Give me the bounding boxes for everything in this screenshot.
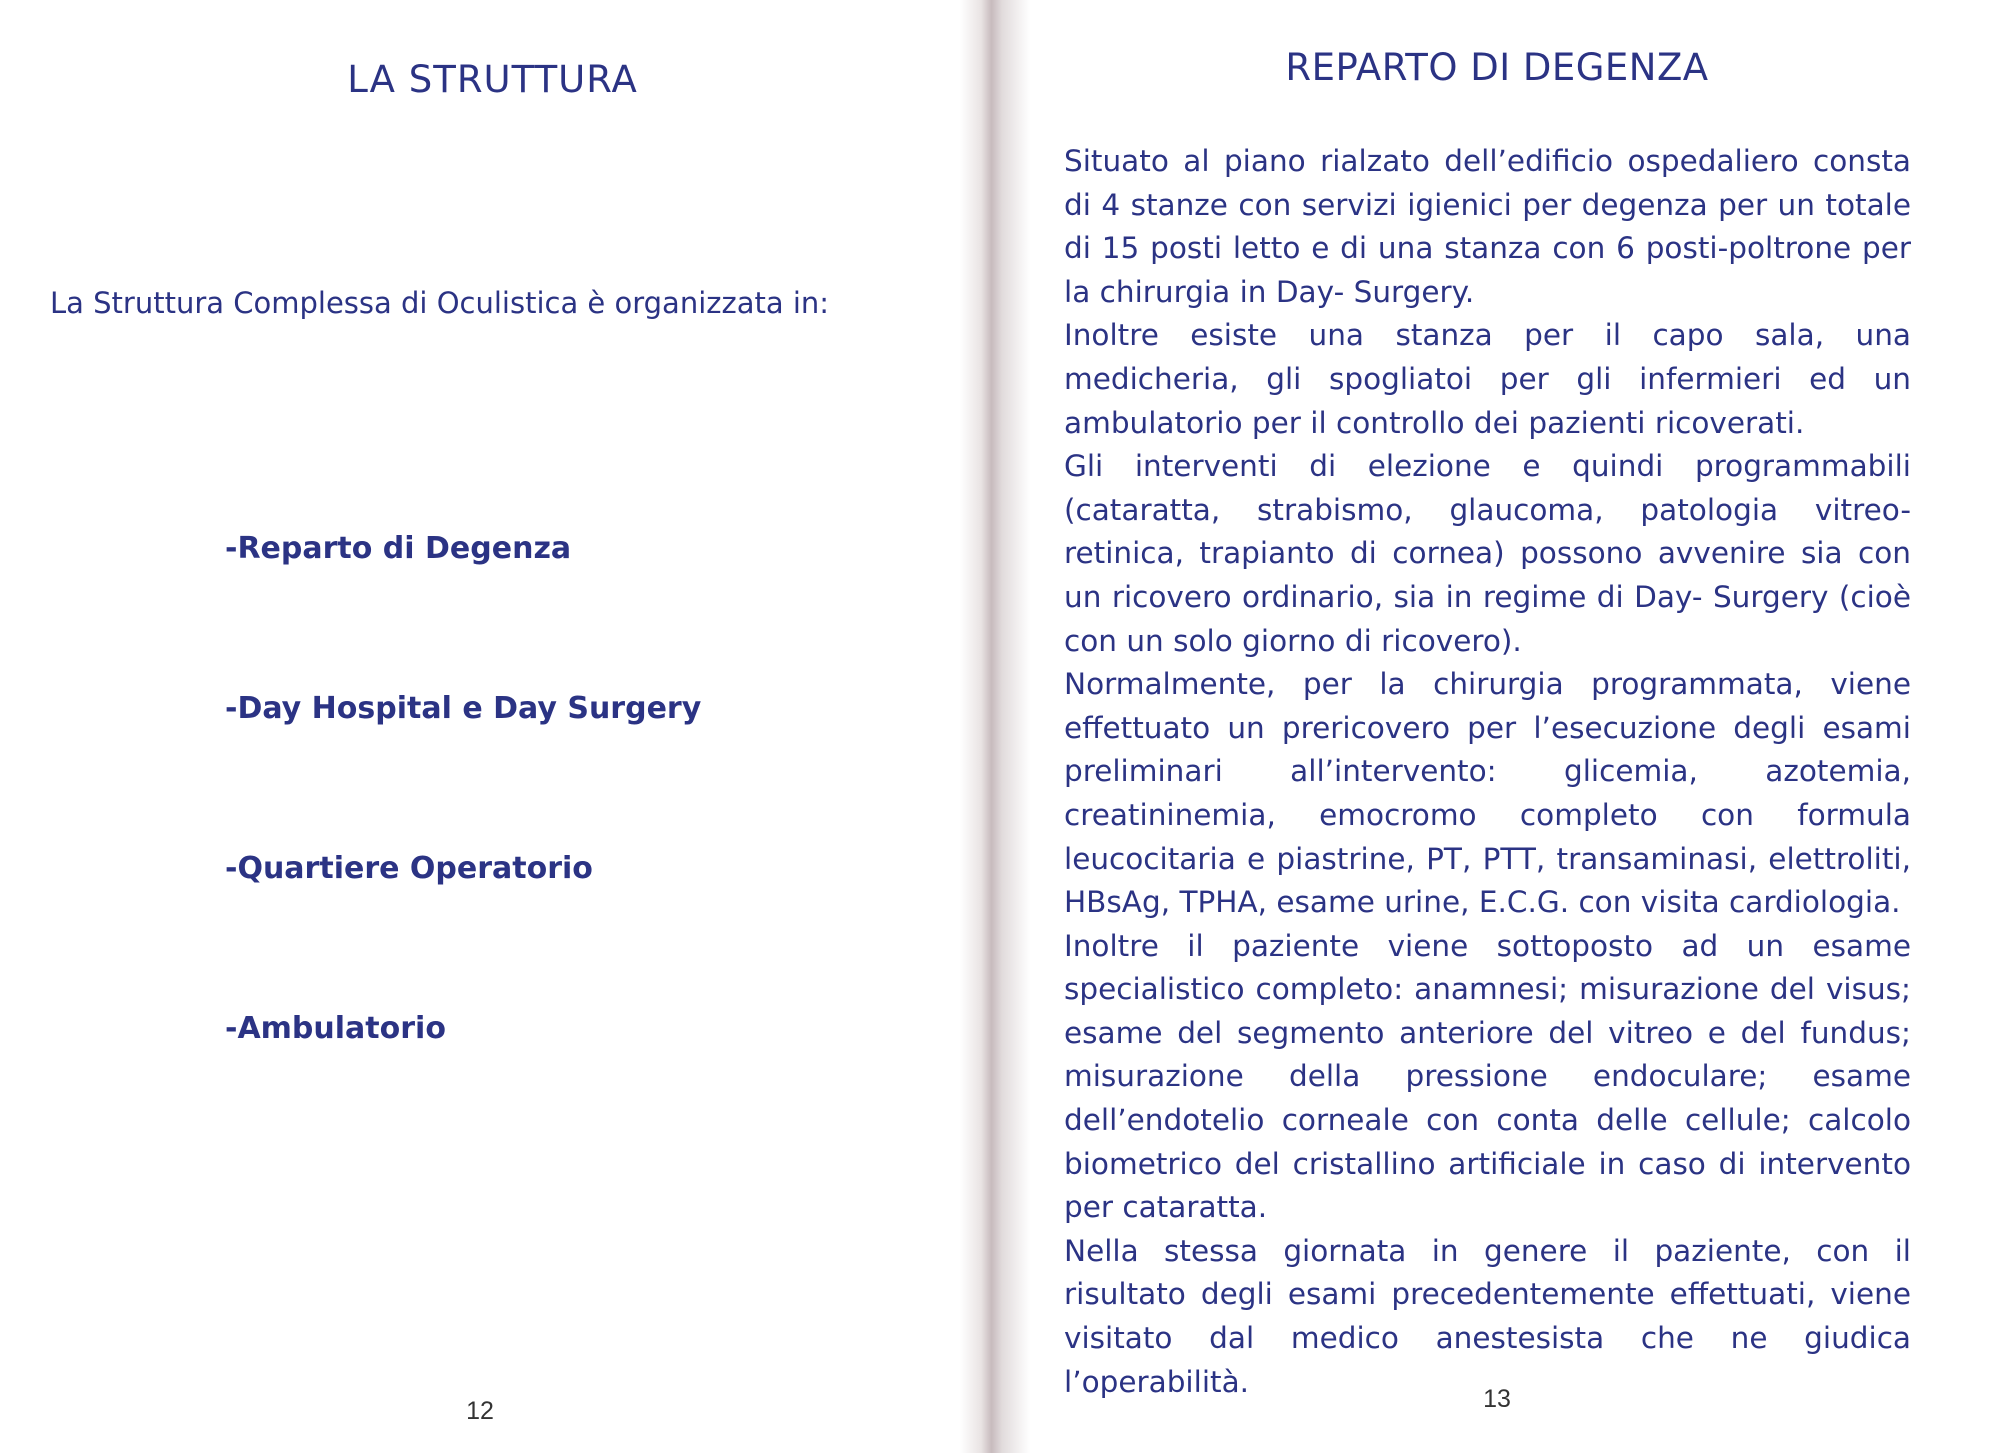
page-number: 12	[466, 1397, 494, 1425]
body-text	[1064, 140, 1911, 1404]
page-title: REPARTO DI DEGENZA	[1285, 46, 1709, 89]
paragraph: Inoltre il paziente viene sottoposto ad un esame specialistico completo: anamnesi; misurazione del visus; esame del segmento anteriore del vitreo e del fundus; misurazione della pressione endoculare; esame dell’endotelio corneale con conta delle cellule; calcolo biometrico del cristallino artificiale in caso di intervento per cataratta.	[1064, 928, 1911, 1225]
page-number: 13	[1483, 1385, 1511, 1413]
paragraph: Normalmente, per la chirurgia programmata, viene effettuato un prericovero per l’esecuzione degli esami preliminari all’intervento: glicemia, azotemia, creatininemia, emocromo completo con formula leucocitaria e piastrine, PT, PTT, transaminasi, elettroliti, HBsAg, TPHA, esame urine, E.C.G. con visita cardiologia.	[1064, 667, 1911, 920]
right-page	[985, 0, 1989, 1453]
page-title: LA STRUTTURA	[347, 58, 638, 101]
paragraph: Situato al piano rialzato dell’edificio ospedaliero consta di 4 stanze con servizi igienici per degenza per un totale di 15 posti letto e di una stanza con 6 posti-poltrone per la chirurgia in Day- Surgery.	[1064, 144, 1911, 309]
list-item-quartiere-operatorio: -Quartiere Operatorio	[225, 851, 593, 886]
list-item-day-hospital: -Day Hospital e Day Surgery	[225, 691, 702, 726]
list-item-reparto-di-degenza: -Reparto di Degenza	[225, 531, 572, 566]
paragraph: Nella stessa giornata in genere il paziente, con il risultato degli esami precedentemente effettuati, viene visitato dal medico anestesista che ne giudica l’operabilità.	[1064, 1233, 1911, 1399]
paragraph: Inoltre esiste una stanza per il capo sala, una medicheria, gli spogliatoi per gli infermieri ed un ambulatorio per il controllo dei pazienti ricoverati.	[1064, 318, 1911, 440]
left-page	[0, 0, 985, 1453]
list-item-ambulatorio: -Ambulatorio	[225, 1011, 446, 1046]
intro-text: La Struttura Complessa di Oculistica è organizzata in:	[50, 286, 830, 320]
paragraph: Gli interventi di elezione e quindi programmabili (cataratta, strabismo, glaucoma, patologia vitreo-retinica, trapianto di cornea) possono avvenire sia con un ricovero ordinario, sia in regime di Day- Surgery (cioè con un solo giorno di ricovero).	[1064, 449, 1911, 658]
structure-list	[225, 530, 701, 1170]
